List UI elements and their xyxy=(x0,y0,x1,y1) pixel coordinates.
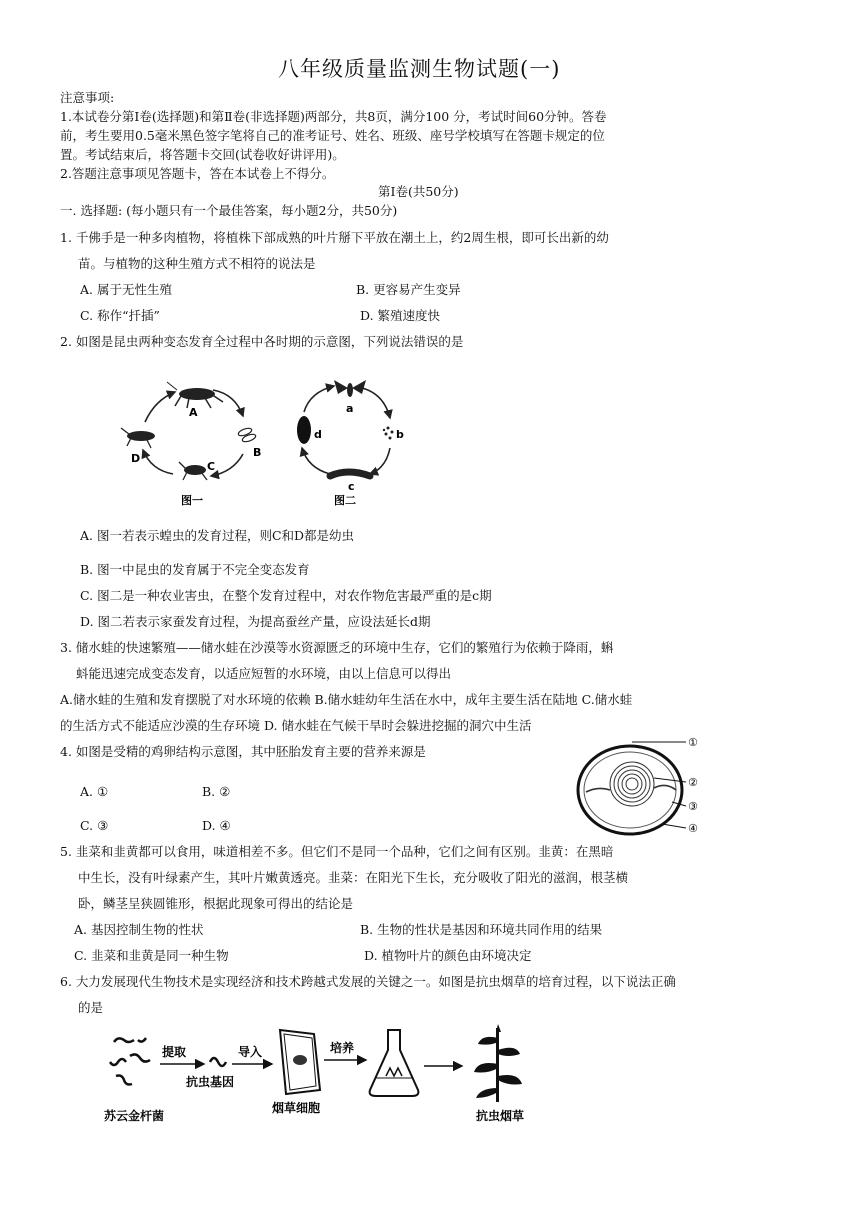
bacteria-label: 苏云金杆菌 xyxy=(104,1109,165,1123)
part-heading: 一. 选择题: (每小题只有一个最佳答案，每小题2分，共50分) xyxy=(60,203,398,218)
question-stem: 6. 大力发展现代生物技术是实现经济和技术跨越式发展的关键之一。如图是抗虫烟草的培育过程，以下说法正确 xyxy=(60,974,676,989)
egg-label: ③ xyxy=(688,800,698,813)
question-stem: 的是 xyxy=(78,1000,104,1015)
option-c: C. ③ xyxy=(80,818,109,833)
gene-icon xyxy=(210,1058,226,1066)
egg-label: ② xyxy=(688,776,698,789)
plant-label: 抗虫烟草 xyxy=(476,1109,525,1123)
option-a: A. ① xyxy=(80,784,109,799)
option-a: A. 基因控制生物的性状 xyxy=(74,922,204,937)
figure-transgenic-tobacco-process xyxy=(100,1020,540,1130)
question-stem: 蚪能迅速完成变态发育，以适应短暂的水环境，由以上信息可以得出 xyxy=(76,666,452,681)
tobacco-plant-icon xyxy=(474,1024,522,1102)
option-b: B. 生物的性状是基因和环境共同作用的结果 xyxy=(360,922,603,937)
step-label: 提取 xyxy=(162,1045,187,1059)
question-stem: 1. 千佛手是一种多肉植物，将植株下部成熟的叶片掰下平放在潮土上，约2周生根，即可长出新的幼 xyxy=(60,230,609,245)
question-stem: 4. 如图是受精的鸡卵结构示意图，其中胚胎发育主要的营养来源是 xyxy=(60,744,426,759)
option-a: A. 图一若表示蝗虫的发育过程，则C和D都是幼虫 xyxy=(80,528,355,543)
eggs-icon xyxy=(237,427,256,443)
option-d: D. 植物叶片的颜色由环境决定 xyxy=(364,948,532,963)
figure-egg-structure xyxy=(572,732,712,842)
figure-complete-metamorphosis xyxy=(290,372,420,512)
notes-line: 1.本试卷分第Ⅰ卷(选择题)和第Ⅱ卷(非选择题)两部分，共8页，满分100 分，考试时间60分钟。答卷 xyxy=(60,109,607,124)
fig2-title: 图二 xyxy=(334,494,356,507)
tobacco-cell-icon xyxy=(280,1030,320,1094)
notes-line: 2.答题注意事项见答题卡，答在本试卷上不得分。 xyxy=(60,166,335,181)
option-a: A. 属于无性生殖 xyxy=(80,282,172,297)
option-c: C. 称作“扦插” xyxy=(80,308,160,323)
question-options: A.储水蛙的生殖和发育摆脱了对水环境的依赖 B.储水蛙幼年生活在水中，成年主要生活在陆地 C.储水蛙 xyxy=(60,692,633,707)
larva-icon xyxy=(330,472,370,476)
moth-adult-icon xyxy=(334,380,366,397)
fig2-label: c xyxy=(348,480,355,493)
grasshopper-adult-icon xyxy=(167,382,223,408)
option-b: B. ② xyxy=(202,784,231,799)
option-b: B. 更容易产生变异 xyxy=(356,282,461,297)
option-d: D. 图二若表示家蚕发育过程，为提高蚕丝产量，应设法延长d期 xyxy=(80,614,431,629)
fig1-label: B xyxy=(253,446,262,459)
question-stem: 卧，鳞茎呈狭圆锥形，根据此现象可得出的结论是 xyxy=(78,896,354,911)
option-d: D. 繁殖速度快 xyxy=(360,308,441,323)
culture-flask-icon xyxy=(370,1030,419,1096)
option-c: C. 韭菜和韭黄是同一种生物 xyxy=(74,948,229,963)
fig1-label: D xyxy=(131,452,141,465)
fig2-label: b xyxy=(396,428,404,441)
section-heading: 第Ⅰ卷(共50分) xyxy=(378,184,459,199)
fig2-label: a xyxy=(346,402,354,415)
option-c: C. 图二是一种农业害虫，在整个发育过程中，对农作物危害最严重的是c期 xyxy=(80,588,492,603)
nymph-icon xyxy=(179,462,207,480)
question-stem: 苗。与植物的这种生殖方式不相符的说法是 xyxy=(78,256,316,271)
question-stem: 中生长，没有叶绿素产生，其叶片嫩黄透亮。韭菜：在阳光下生长，充分吸收了阳光的滋润，根茎横 xyxy=(78,870,629,885)
notes-line: 置。考试结束后，将答题卡交回(试卷收好讲评用)。 xyxy=(60,147,345,162)
nymph-icon xyxy=(121,428,155,448)
page-title: 八年级质量监测生物试题(一) xyxy=(278,57,561,81)
egg-label: ④ xyxy=(688,822,698,835)
bacteria-icon xyxy=(110,1038,150,1085)
fig1-label: A xyxy=(189,406,198,419)
fig1-label: C xyxy=(207,460,216,473)
egg-label: ① xyxy=(688,736,698,749)
gene-label: 抗虫基因 xyxy=(186,1075,235,1089)
pupa-icon xyxy=(297,416,311,444)
question-stem: 3. 储水蛙的快速繁殖——储水蛙在沙漠等水资源匮乏的环境中生存，它们的繁殖行为依赖于降雨，蝌 xyxy=(60,640,614,655)
notes-line: 前，考生要用0.5毫米黑色签字笔将自己的准考证号、姓名、班级、座号学校填写在答题卡规定的位 xyxy=(60,128,605,143)
figure-incomplete-metamorphosis xyxy=(115,372,285,512)
notes-heading: 注意事项: xyxy=(60,90,115,105)
cell-label: 烟草细胞 xyxy=(272,1101,321,1115)
option-d: D. ④ xyxy=(202,818,231,833)
eggs-icon xyxy=(383,427,394,440)
fig2-label: d xyxy=(314,428,322,441)
step-label: 导入 xyxy=(238,1045,263,1059)
option-b: B. 图一中昆虫的发育属于不完全变态发育 xyxy=(80,562,310,577)
question-stem: 2. 如图是昆虫两种变态发育全过程中各时期的示意图，下列说法错误的是 xyxy=(60,334,464,349)
question-options: 的生活方式不能适应沙漠的生存环境 D. 储水蛙在气候干旱时会躲进挖掘的洞穴中生活 xyxy=(60,718,532,733)
question-stem: 5. 韭菜和韭黄都可以食用，味道相差不多。但它们不是同一个品种，它们之间有区别。韭黄：在黑暗 xyxy=(60,844,614,859)
fig1-title: 图一 xyxy=(181,494,203,507)
step-label: 培养 xyxy=(330,1041,355,1055)
